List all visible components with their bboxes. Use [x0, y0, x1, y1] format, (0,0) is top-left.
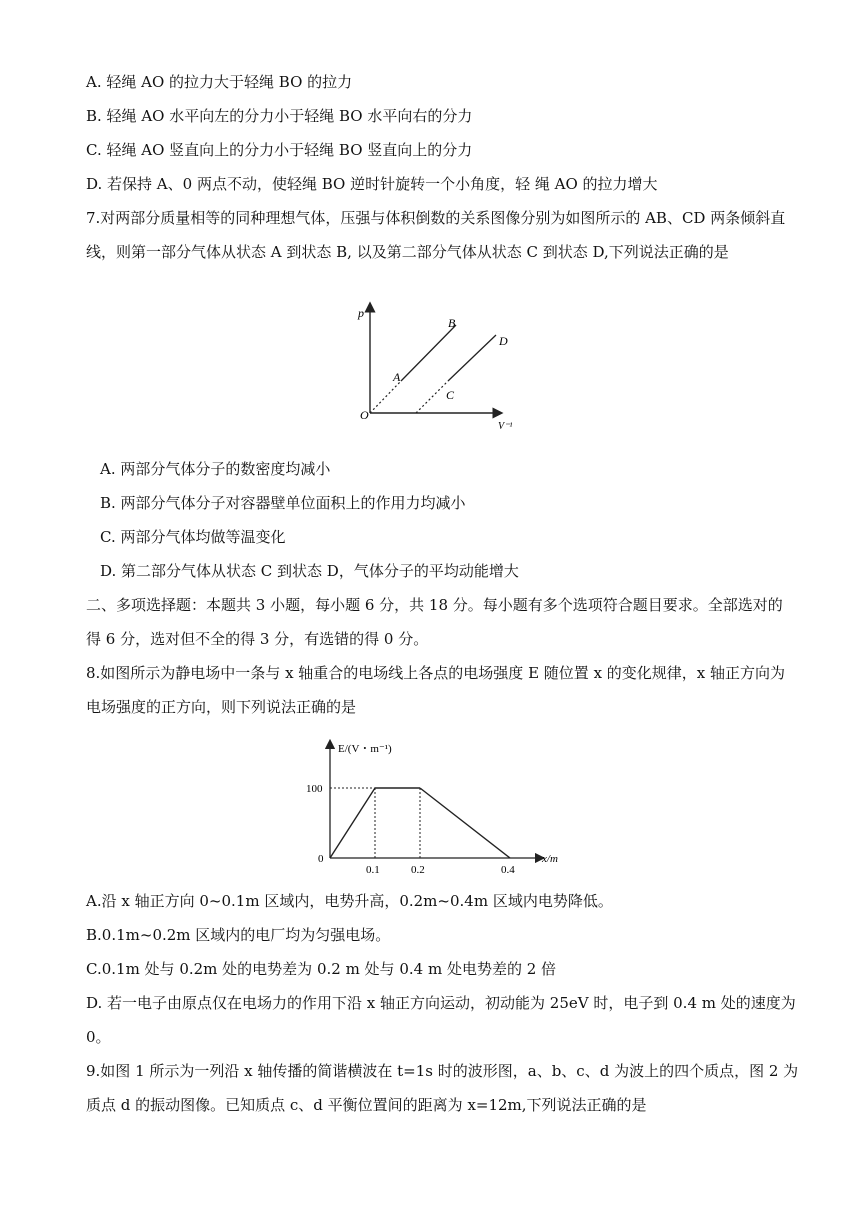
q8-x-tick-label: 0.4 [501, 864, 515, 876]
q8-option-b: B.0.1m~0.2m 区域内的电厂均为匀强电场。 [86, 926, 391, 944]
q6-option-b: B. 轻绳 AO 水平向左的分力小于轻绳 BO 水平向右的分力 [86, 107, 473, 125]
q8-option-d-line1: D. 若一电子由原点仅在电场力的作用下沿 x 轴正方向运动，初动能为 25eV 时，电子到 0.4 m 处的速度为 [86, 994, 796, 1012]
q7-line-ab [401, 325, 456, 381]
q7-option-c: C. 两部分气体均做等温变化 [100, 528, 286, 546]
q7-point-b: B [448, 316, 456, 330]
q6-option-c: C. 轻绳 AO 竖直向上的分力小于轻绳 BO 竖直向上的分力 [86, 141, 473, 159]
q7-line-c-dashed [416, 381, 448, 413]
q7-option-b: B. 两部分气体分子对容器壁单位面积上的作用力均减小 [100, 494, 466, 512]
q9-stem-line1: 9.如图 1 所示为一列沿 x 轴传播的简谐横波在 t=1s 时的波形图，a、b、c、d 为波上的四个质点，图 2 为 [86, 1062, 799, 1080]
q9-stem-line2: 质点 d 的振动图像。已知质点 c、d 平衡位置间的距离为 x=12m,下列说法正确的是 [86, 1096, 647, 1114]
q8-e-x-chart [300, 738, 570, 878]
q7-line-cd [448, 335, 496, 381]
section2-line1: 二、多项选择题：本题共 3 小题，每小题 6 分，共 18 分。每小题有多个选项符合题目要求。全部选对的 [86, 596, 783, 614]
q7-stem-line1: 7.对两部分质量相等的同种理想气体，压强与体积倒数的关系图像分别为如图所示的 AB、CD 两条倾斜直 [86, 209, 786, 227]
q7-point-a: A [393, 370, 401, 384]
q7-option-a: A. 两部分气体分子的数密度均减小 [100, 460, 331, 478]
q7-pv-figure [340, 295, 520, 440]
q8-stem-line2: 电场强度的正方向，则下列说法正确的是 [86, 698, 357, 716]
section2-line2: 得 6 分，选对但不全的得 3 分，有选错的得 0 分。 [86, 630, 429, 648]
q8-option-d-line2: 0。 [86, 1028, 111, 1046]
q7-point-d: D [499, 334, 508, 348]
q8-series-segment [420, 788, 510, 858]
q8-option-c: C.0.1m 处与 0.2m 处的电势差为 0.2 m 处与 0.4 m 处电势差的 2 倍 [86, 960, 557, 978]
q8-y-tick-label: 100 [306, 783, 323, 795]
q8-stem-line1: 8.如图所示为静电场中一条与 x 轴重合的电场线上各点的电场强度 E 随位置 x 的变化规律，x 轴正方向为 [86, 664, 786, 682]
q7-stem-line2: 线，则第一部分气体从状态 A 到状态 B, 以及第二部分气体从状态 C 到状态 D,下列说法正确的是 [86, 243, 729, 261]
q8-x-tick-label: 0.2 [411, 864, 425, 876]
q7-point-c: C [446, 388, 455, 402]
q8-series-segment [330, 788, 375, 858]
q7-x-label: V⁻¹ [498, 421, 513, 432]
q7-line-oa-dashed [370, 381, 401, 413]
q7-origin-label: O [360, 408, 369, 422]
q6-option-d: D. 若保持 A、0 两点不动，使轻绳 BO 逆时针旋转一个小角度，轻 绳 AO 的拉力增大 [86, 175, 658, 193]
q8-y-axis-label: E/(V・m⁻¹) [338, 743, 392, 755]
q8-origin-label: 0 [318, 853, 324, 865]
q6-option-a: A. 轻绳 AO 的拉力大于轻绳 BO 的拉力 [86, 73, 353, 91]
q8-x-tick-label: 0.1 [366, 864, 380, 876]
q8-option-a: A.沿 x 轴正方向 0~0.1m 区域内，电势升高，0.2m~0.4m 区域内电势降低。 [86, 892, 613, 910]
q7-option-d: D. 第二部分气体从状态 C 到状态 D，气体分子的平均动能增大 [100, 562, 519, 580]
q8-x-axis-label: x/m [542, 853, 558, 865]
q7-y-label: p [358, 306, 364, 320]
